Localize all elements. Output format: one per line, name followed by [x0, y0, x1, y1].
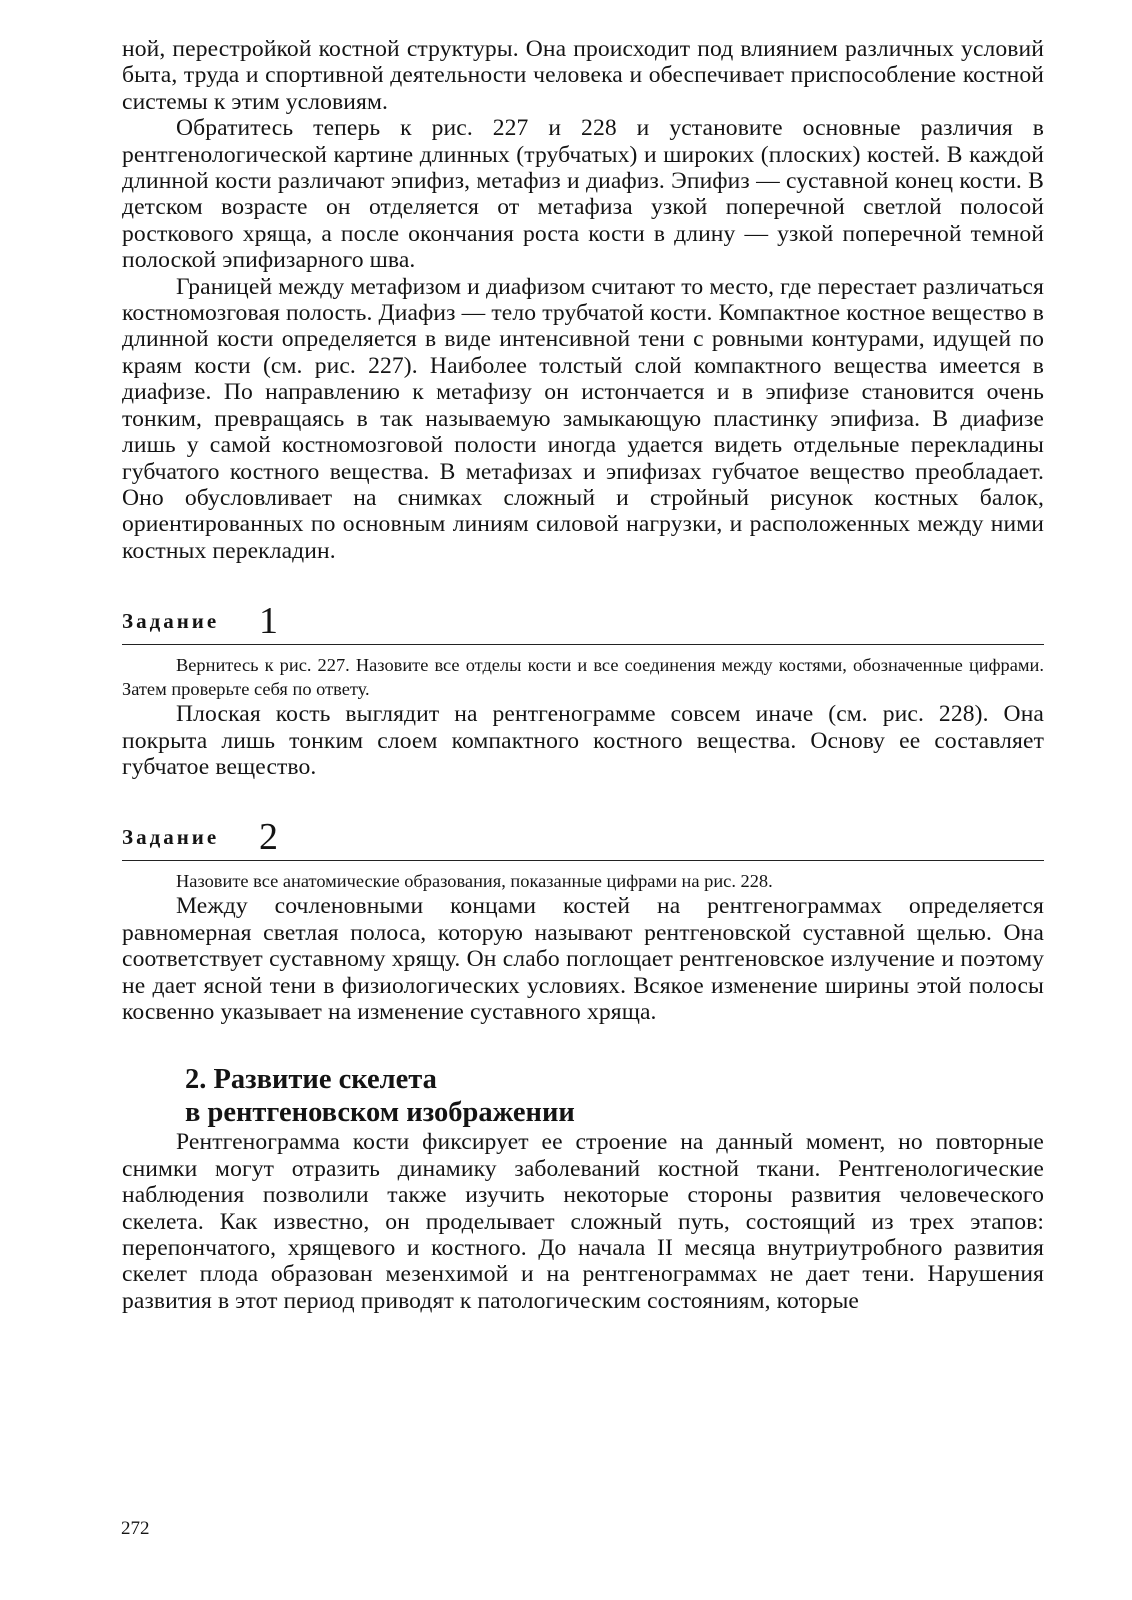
paragraph-metaphysis-diaphysis: Границей между метафизом и диафизом считают то место, где перестает различаться костномозговая полость. Диафиз — тело трубчатой кости. Компактное костное вещество в длинной кости определяется в виде интенсивной тени с ровными контурами, идущей по краям кости (см. рис. 227). Наиболее толстый слой компактного вещества имеется в диафизе. По направлению к метафизу он истончается и в эпифизе становится очень тонким, превращаясь в так называемую замыкающую пластинку эпифиза. В диафизе лишь у самой костномозговой полости иногда удается видеть отдельные перекладины губчатого костного вещества. В метафизах и эпифизах губчатое вещество преобладает. Оно обусловливает на снимках сложный и стройный рисунок костных балок, ориентированных по основным линиям силовой нагрузки, и расположенных между ними костных перекладин.: [122, 273, 1044, 564]
section-title-line-2: в рентгеновском изображении: [185, 1097, 575, 1129]
task-2-label: Задание: [122, 825, 220, 850]
section-title-line-1: 2. Развитие скелета: [185, 1064, 437, 1096]
task-1-label: Задание: [122, 609, 220, 634]
paragraph-bone-restructuring: ной, перестройкой костной структуры. Она происходит под влиянием различных условий быта, труда и спортивной деятельности человека и обеспечивает приспособление костной системы к этим условиям.: [122, 36, 1044, 115]
paragraph-skeleton-development: Рентгенограмма кости фиксирует ее строение на данный момент, но повторные снимки могут отразить динамику заболеваний костной ткани. Рентгенологические наблюдения позволили также изучить некоторые стороны развития человеческого скелета. Как известно, он проделывает сложный путь, состоящий из трех этапов: перепончатого, хрящевого и костного. До начала II месяца внутриутробного развития скелет плода образован мезенхимой и на рентгенограммах не дает тени. Нарушения развития в этот период приводят к патологическим состояниям, которые: [122, 1129, 1044, 1314]
page-number: 272: [121, 1518, 150, 1539]
task-1-number: 1: [259, 600, 278, 643]
task-1-heading: [122, 598, 1044, 645]
task-2-text: Назовите все анатомические образования, показанные цифрами на рис. 228.: [176, 871, 773, 892]
section-title: [185, 1063, 1044, 1129]
task-2-number: 2: [259, 816, 278, 859]
task-2: [122, 814, 1044, 893]
paragraph-long-flat-bones: Обратитесь теперь к рис. 227 и 228 и установите основные различия в рентгенологической картине длинных (трубчатых) и широких (плоских) костей. В каждой длинной кости различают эпифиз, метафиз и диафиз. Эпифиз — суставной конец кости. В детском возрасте он отделяется от метафиза узкой поперечной светлой полосой росткового хряща, а после окончания роста кости в длину — узкой поперечной темной полоской эпифизарного шва.: [122, 115, 1044, 274]
task-1-text: Вернитесь к рис. 227. Назовите все отделы кости и все соединения между костями, обозначенные цифрами. Затем проверьте себя по ответу.: [122, 655, 1044, 700]
paragraph-joint-space: Между сочленовными концами костей на рентгенограммах определяется равномерная светлая полоса, которую называют рентгеновской суставной щелью. Она соответствует суставному хрящу. Он слабо поглощает рентгеновское излучение и поэтому не дает ясной тени в физиологических условиях. Всякое изменение ширины этой полосы косвенно указывает на изменение суставного хряща.: [122, 893, 1044, 1025]
task-1: [122, 598, 1044, 701]
paragraph-flat-bone: Плоская кость выглядит на рентгенограмме совсем иначе (см. рис. 228). Она покрыта лишь тонким слоем компактного костного вещества. Основу ее составляет губчатое вещество.: [122, 701, 1044, 780]
task-2-heading: [122, 814, 1044, 861]
page-content: [122, 36, 1044, 1314]
